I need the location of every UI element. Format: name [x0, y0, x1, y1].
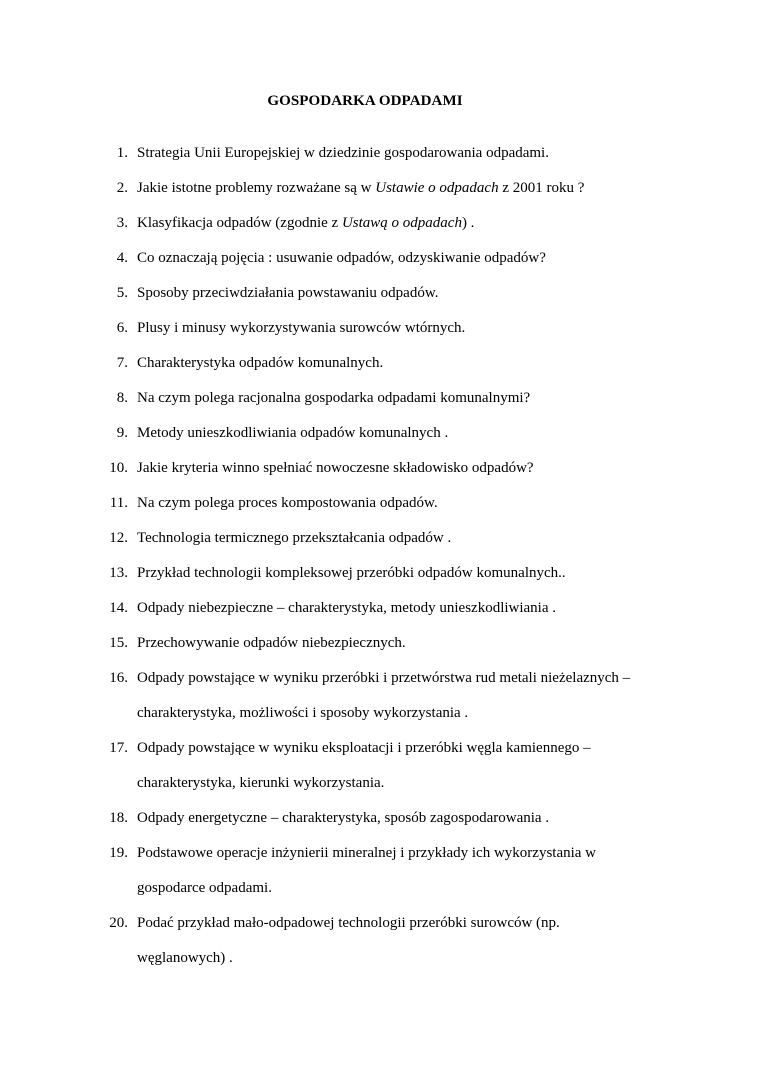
list-item-number: 19. [109, 845, 128, 861]
list-item-number: 12. [109, 530, 128, 546]
list-item-text [137, 318, 657, 338]
list-item-text [137, 913, 657, 933]
list-item-text [137, 668, 657, 688]
list-item-text [137, 493, 657, 513]
list-item-number: 13. [109, 565, 128, 581]
list-item-number: 6. [116, 320, 128, 336]
list-item-text [137, 178, 657, 198]
list-item-text [137, 353, 657, 373]
text-segment: Przykład technologii kompleksowej przeróbki odpadów komunalnych.. [137, 565, 566, 581]
list-item-text [137, 528, 657, 548]
text-segment: Odpady powstające w wyniku eksploatacji i przeróbki węgla kamiennego – [137, 740, 591, 756]
list-item-number: 11. [109, 495, 128, 511]
list-item-number: 17. [109, 740, 128, 756]
list-item-text [137, 143, 657, 163]
list-item-text [137, 738, 657, 758]
text-segment: Odpady niebezpieczne – charakterystyka, metody unieszkodliwiania . [137, 600, 557, 616]
list-item-text [137, 283, 657, 303]
list-item-number: 16. [109, 670, 128, 686]
page-title: GOSPODARKA ODPADAMI [267, 93, 463, 109]
list-item-number: 14. [109, 600, 128, 616]
list-item-text [137, 458, 657, 478]
list-item-number: 5. [116, 285, 128, 301]
text-segment: Charakterystyka odpadów komunalnych. [137, 355, 384, 371]
list-item-text [137, 808, 657, 828]
text-segment: z 2001 roku ? [498, 180, 585, 196]
list-item-text [137, 213, 657, 233]
list-item-continuation: gospodarce odpadami. [137, 880, 272, 896]
list-item-number: 7. [116, 355, 128, 371]
list-item-continuation: charakterystyka, możliwości i sposoby wykorzystania . [137, 705, 469, 721]
text-segment: Na czym polega racjonalna gospodarka odpadami komunalnymi? [137, 390, 531, 406]
list-item-number: 3. [116, 215, 128, 231]
list-item-text [137, 598, 657, 618]
text-segment: Metody unieszkodliwiania odpadów komunalnych . [137, 425, 449, 441]
text-segment: Plusy i minusy wykorzystywania surowców wtórnych. [137, 320, 466, 336]
text-segment: Jakie istotne problemy rozważane są w [137, 180, 376, 196]
list-item-number: 4. [116, 250, 128, 266]
list-item-number: 20. [109, 915, 128, 931]
list-item-number: 18. [109, 810, 128, 826]
text-segment: Odpady powstające w wyniku przeróbki i przetwórstwa rud metali nieżelaznych – [137, 670, 631, 686]
text-segment: Podstawowe operacje inżynierii mineralnej i przykłady ich wykorzystania w [137, 845, 597, 861]
list-item-text [137, 563, 657, 583]
list-item-text [137, 388, 657, 408]
text-segment: Odpady energetyczne – charakterystyka, sposób zagospodarowania . [137, 810, 550, 826]
text-segment: Przechowywanie odpadów niebezpiecznych. [137, 635, 406, 651]
list-item-text [137, 248, 657, 268]
list-item-number: 1. [116, 145, 128, 161]
list-item-number: 9. [116, 425, 128, 441]
list-item-number: 15. [109, 635, 128, 651]
italic-reference: Ustawą o odpadach [341, 215, 462, 231]
list-item-continuation: węglanowych) . [137, 950, 233, 966]
text-segment: Podać przykład mało-odpadowej technologii przeróbki surowców (np. [137, 915, 560, 931]
text-segment: Klasyfikacja odpadów (zgodnie z [137, 215, 342, 231]
list-item-number: 8. [116, 390, 128, 406]
text-segment: ) . [461, 215, 475, 231]
text-segment: Co oznaczają pojęcia : usuwanie odpadów, odzyskiwanie odpadów? [137, 250, 546, 266]
list-item-text [137, 423, 657, 443]
list-item-number: 2. [116, 180, 128, 196]
text-segment: Na czym polega proces kompostowania odpadów. [137, 495, 438, 511]
text-segment: Technologia termicznego przekształcania odpadów . [137, 530, 452, 546]
text-segment: Jakie kryteria winno spełniać nowoczesne składowisko odpadów? [137, 460, 534, 476]
italic-reference: Ustawie o odpadach [375, 180, 499, 196]
list-item-text [137, 633, 657, 653]
list-item-number: 10. [109, 460, 128, 476]
list-item-continuation: charakterystyka, kierunki wykorzystania. [137, 775, 385, 791]
text-segment: Strategia Unii Europejskiej w dziedzinie gospodarowania odpadami. [137, 145, 549, 161]
list-item-text [137, 843, 657, 863]
text-segment: Sposoby przeciwdziałania powstawaniu odpadów. [137, 285, 439, 301]
